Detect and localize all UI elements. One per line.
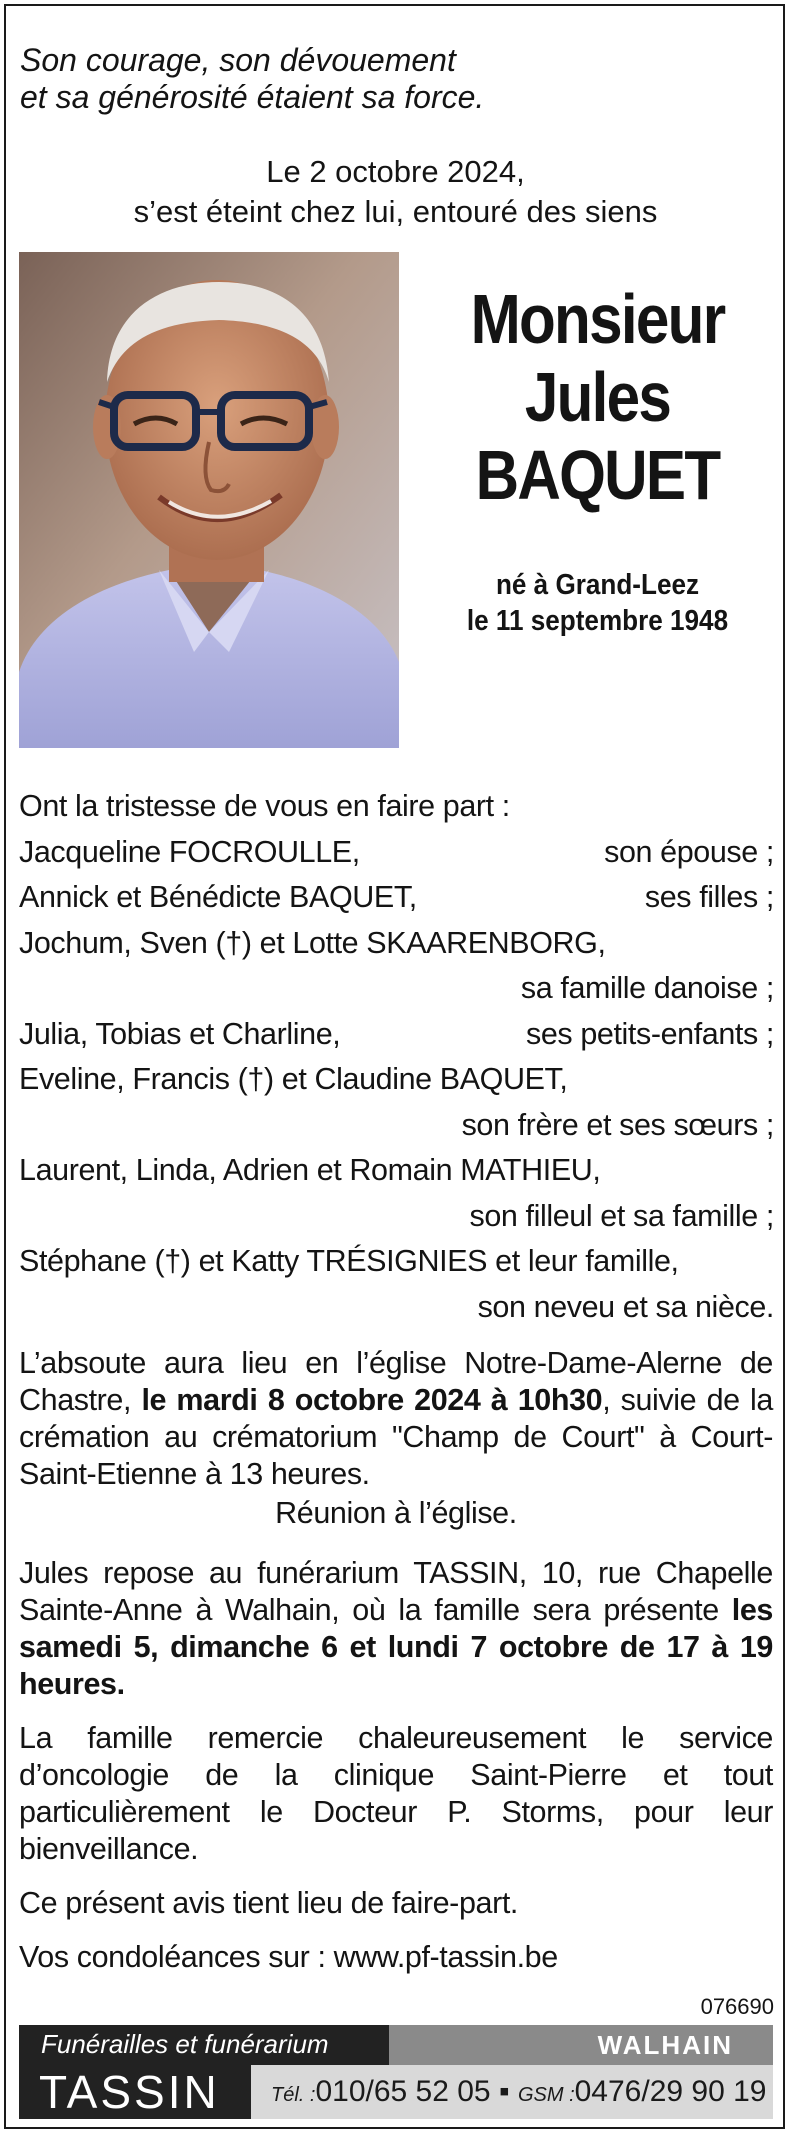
ceremony-text-after: , suivie de la crémation au crématorium "Champ de Court" à Court-Saint-Etienne à 13 heures. xyxy=(19,1383,773,1491)
family-relation: ses filles ; xyxy=(644,880,774,914)
deceased-first-name: Jules xyxy=(524,358,671,436)
ceremony-paragraph xyxy=(19,1345,773,1493)
birth-place: né à Grand-Leez xyxy=(495,569,700,601)
tagline: Funérailles et funérarium xyxy=(41,2029,329,2059)
family-heading-text: Ont la tristesse de vous en faire part : xyxy=(19,789,510,823)
motto xyxy=(20,42,484,116)
contact-block xyxy=(251,2065,773,2119)
family-relation: son frère et ses sœurs ; xyxy=(461,1107,774,1142)
funeral-home-footer xyxy=(19,2025,773,2119)
city-bar xyxy=(389,2025,773,2065)
family-relation: son neveu et sa nièce. xyxy=(477,1289,774,1324)
family-row xyxy=(19,875,774,921)
deceased-last-name: BAQUET xyxy=(475,436,720,514)
family-names: Julia, Tobias et Charline, xyxy=(19,1016,341,1051)
family-names: Jacqueline FOCROULLE, xyxy=(19,834,360,869)
birth-info xyxy=(420,567,776,639)
birth-date: le 11 septembre 1948 xyxy=(466,605,729,637)
family-names: Jochum, Sven (†) et Lotte SKAARENBORG, xyxy=(19,925,606,960)
brand-block xyxy=(19,2065,251,2119)
motto-line: Son courage, son dévouement xyxy=(20,42,456,78)
deceased-title: Monsieur xyxy=(470,280,725,358)
family-names: Eveline, Francis (†) et Claudine BAQUET, xyxy=(19,1062,568,1096)
reference-number: 076690 xyxy=(700,1994,774,2019)
city-name: WALHAIN xyxy=(597,2030,733,2060)
brand-name: TASSIN xyxy=(39,2066,220,2118)
family-row xyxy=(19,830,774,876)
family-relation: son épouse ; xyxy=(604,834,774,869)
gsm-label: GSM : xyxy=(517,2084,575,2106)
family-list xyxy=(19,784,774,1330)
family-row xyxy=(19,1239,774,1285)
contact-line xyxy=(271,2075,766,2109)
motto-line: et sa générosité étaient sa force. xyxy=(20,79,485,115)
family-row xyxy=(19,1012,774,1058)
family-row xyxy=(19,921,774,967)
death-circumstance: s’est éteint chez lui, entouré des siens xyxy=(133,194,658,229)
gathering-note: Réunion à l’église. xyxy=(275,1496,517,1530)
family-names: Annick et Bénédicte BAQUET, xyxy=(19,880,417,914)
gsm-number: 0476/29 90 19 xyxy=(574,2075,767,2108)
family-row xyxy=(19,1057,774,1103)
visitation-text: Jules repose au funérarium TASSIN, 10, rue Chapelle Sainte-Anne à Walhain, où la famille sera présente xyxy=(19,1556,773,1627)
death-date: Le 2 octobre 2024, xyxy=(266,154,525,189)
portrait-illustration xyxy=(19,252,399,748)
tel-number: 010/65 52 05 xyxy=(315,2075,491,2108)
visitation-times: les samedi 5, dimanche 6 et lundi 7 octobre de 17 à 19 heures. xyxy=(19,1593,773,1701)
thanks-paragraph: La famille remercie chaleureusement le service d’oncologie de la clinique Saint-Pierre et tout particulièrement le Docteur P. Storms, pour leur bienveillance. xyxy=(19,1721,773,1866)
family-heading xyxy=(19,784,774,830)
visitation-paragraph xyxy=(19,1555,773,1703)
family-relation: son filleul et sa famille ; xyxy=(469,1198,774,1233)
ceremony-date: le mardi 8 octobre 2024 à 10h30 xyxy=(141,1383,603,1417)
separator-icon: ▪ xyxy=(498,2075,510,2108)
family-names: Stéphane (†) et Katty TRÉSIGNIES et leur famille, xyxy=(19,1244,679,1278)
deceased-name xyxy=(428,280,768,514)
portrait-photo xyxy=(19,252,399,748)
family-relation: sa famille danoise ; xyxy=(520,971,774,1005)
condolences-line: Vos condoléances sur : www.pf-tassin.be xyxy=(19,1940,558,1974)
tagline-bar xyxy=(19,2025,389,2065)
notice-statement: Ce présent avis tient lieu de faire-part. xyxy=(19,1886,518,1920)
death-announcement xyxy=(0,152,791,232)
family-relation: ses petits-enfants ; xyxy=(526,1016,774,1051)
ceremony-text: L’absoute aura lieu en l’église Notre-Dame-Alerne de Chastre, xyxy=(19,1346,773,1417)
family-names: Laurent, Linda, Adrien et Romain MATHIEU, xyxy=(19,1153,601,1187)
family-row xyxy=(19,1148,774,1194)
tel-label: Tél. : xyxy=(271,2084,316,2106)
